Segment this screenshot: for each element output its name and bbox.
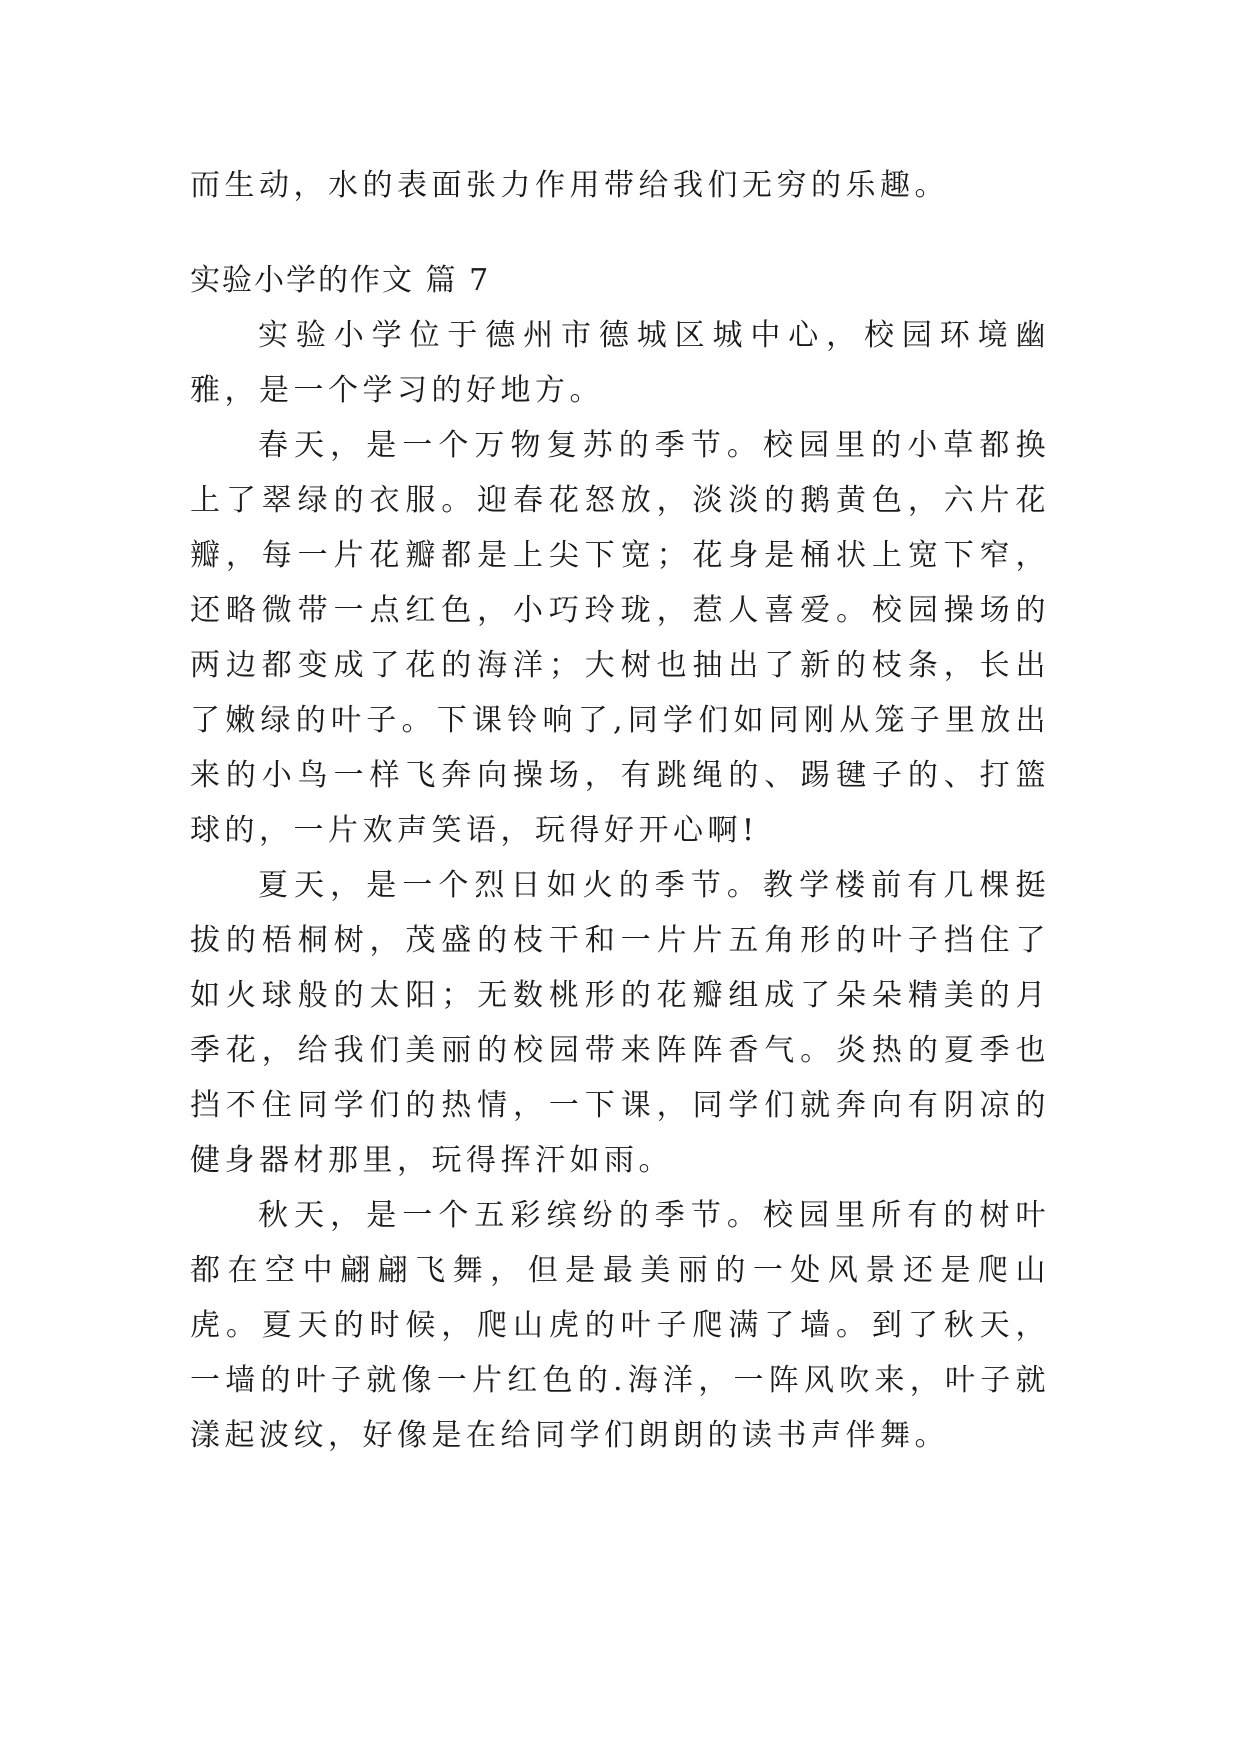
paragraph-autumn: 秋天，是一个五彩缤纷的季节。校园里所有的树叶都在空中翩翩飞舞，但是最美丽的一处风景还是爬山虎。夏天的时候，爬山虎的叶子爬满了墙。到了秋天，一墙的叶子就像一片红色的.海洋，一阵风吹来，叶子就漾起波纹，好像是在给同学们朗朗的读书声伴舞。 [190,1198,1050,1453]
paragraph-intro: 实验小学位于德州市德城区城中心，校园环境幽雅，是一个学习的好地方。 [190,318,1050,408]
document-body [190,158,1050,1463]
lead-paragraph: 而生动，水的表面张力作用带给我们无穷的乐趣。 [190,168,949,203]
paragraph-spring: 春天，是一个万物复苏的季节。校园里的小草都换上了翠绿的衣服。迎春花怒放，淡淡的鹅黄色，六片花瓣，每一片花瓣都是上尖下宽；花身是桶状上宽下窄，还略微带一点红色，小巧玲珑，惹人喜爱。校园操场的两边都变成了花的海洋；大树也抽出了新的枝条，长出了嫩绿的叶子。下课铃响了,同学们如同刚从笼子里放出来的小鸟一样飞奔向操场，有跳绳的、踢毽子的、打篮球的，一片欢声笑语，玩得好开心啊! [190,428,1050,848]
section-title: 实验小学的作文 篇 7 [190,263,491,298]
paragraph-summer: 夏天，是一个烈日如火的季节。教学楼前有几棵挺拔的梧桐树，茂盛的枝干和一片片五角形的叶子挡住了如火球般的太阳；无数桃形的花瓣组成了朵朵精美的月季花，给我们美丽的校园带来阵阵香气。炎热的夏季也挡不住同学们的热情，一下课，同学们就奔向有阴凉的健身器材那里，玩得挥汗如雨。 [190,868,1050,1178]
